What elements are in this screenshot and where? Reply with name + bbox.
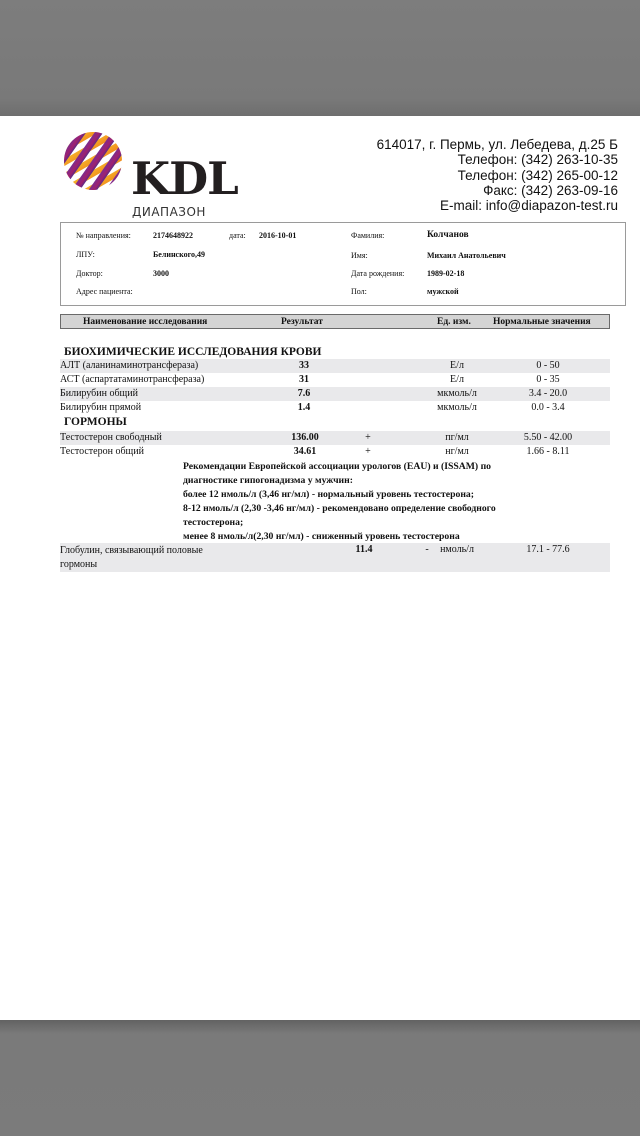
column-header-unit: Ед. изм. <box>437 317 471 327</box>
surname-label: Фамилия: <box>351 231 385 240</box>
test-norm: 1.66 - 8.11 <box>526 446 570 457</box>
test-name: АЛТ (аланинаминотрансфераза) <box>60 360 199 371</box>
test-norm: 0 - 50 <box>536 360 560 371</box>
test-unit: Е/л <box>450 374 464 385</box>
note-line: диагностике гипогонадизма у мужчин: <box>183 475 353 486</box>
doctor-label: Доктор: <box>76 269 103 278</box>
doctor-value: 3000 <box>153 269 169 278</box>
contact-address: 614017, г. Пермь, ул. Лебедева, д.25 Б <box>376 137 618 152</box>
test-flag: + <box>365 446 371 457</box>
test-unit: пг/мл <box>445 432 469 443</box>
test-flag: - <box>425 544 429 555</box>
test-result: 136.00 <box>291 432 319 443</box>
note-line: Рекомендации Европейской ассоциации урологов (EAU) и (ISSAM) по <box>183 461 491 472</box>
test-result: 33 <box>299 360 309 371</box>
contact-fax: Факс: (342) 263-09-16 <box>483 182 618 198</box>
birth-date-label: Дата рождения: <box>351 269 405 278</box>
lpu-value: Белинского,49 <box>153 250 206 259</box>
contact-email: E-mail: info@diapazon-test.ru <box>439 198 618 214</box>
test-norm: 0 - 35 <box>536 374 560 385</box>
note-line: 8-12 нмоль/л (2,30 -3,46 нг/мл) - рекомендовано определение свободного <box>183 503 496 514</box>
logo-brand-text: KDL <box>131 152 238 205</box>
name-value: Михаил Анатольевич <box>427 251 506 260</box>
test-flag: + <box>365 432 371 443</box>
test-norm: 3.4 - 20.0 <box>528 388 568 399</box>
test-norm: 17.1 - 77.6 <box>526 544 570 555</box>
column-header-name: Наименование исследования <box>83 317 208 327</box>
test-result: 7.6 <box>297 388 311 399</box>
contact-phone-1: Телефон: (342) 263-10-35 <box>457 152 618 168</box>
table-row <box>60 543 610 572</box>
referral-value: 2174648922 <box>153 231 193 240</box>
table-row <box>60 445 610 459</box>
test-unit: Е/л <box>450 360 464 371</box>
test-name: Глобулин, связывающий половые гормоны <box>60 545 203 570</box>
testosterone-recommendation-note <box>183 460 553 544</box>
column-header-result: Результат <box>281 317 323 327</box>
date-label: дата: <box>229 231 246 240</box>
test-result: 1.4 <box>297 402 311 413</box>
test-unit: нг/мл <box>445 446 469 457</box>
test-norm: 0.0 - 3.4 <box>531 402 565 413</box>
referral-label: № направления: <box>76 231 131 240</box>
results-table-header <box>60 314 610 329</box>
viewer-bottom-bar <box>0 1020 640 1136</box>
note-line: более 12 нмоль/л (3,46 нг/мл) - нормальный уровень тестостерона; <box>183 489 474 500</box>
birth-date-value: 1989-02-18 <box>427 269 465 278</box>
date-value: 2016-10-01 <box>259 231 297 240</box>
test-unit: мкмоль/л <box>437 388 477 399</box>
test-norm: 5.50 - 42.00 <box>523 432 573 443</box>
note-line: тестостерона; <box>183 517 244 528</box>
section-title-biochemistry: БИОХИМИЧЕСКИЕ ИССЛЕДОВАНИЯ КРОВИ <box>64 346 322 358</box>
contact-phone-2: Телефон: (342) 265-00-12 <box>457 167 618 183</box>
table-row <box>60 387 610 401</box>
column-header-norm: Нормальные значения <box>493 317 591 327</box>
sex-value: мужской <box>427 287 459 296</box>
patient-address-label: Адрес пациента: <box>76 287 133 296</box>
patient-info-box <box>60 222 626 306</box>
section-title-hormones: ГОРМОНЫ <box>64 416 127 428</box>
surname-value: Колчанов <box>427 230 469 240</box>
kdl-globe-logo-icon <box>62 131 124 191</box>
lpu-label: ЛПУ: <box>76 250 95 259</box>
test-unit: мкмоль/л <box>437 402 477 413</box>
test-result: 34.61 <box>293 446 317 457</box>
test-name: Тестостерон свободный <box>60 432 162 443</box>
test-result: 31 <box>299 374 309 385</box>
test-name: Тестостерон общий <box>60 446 144 457</box>
logo-subtitle: ДИАПАЗОН <box>132 205 206 219</box>
table-row <box>60 373 610 387</box>
note-line: менее 8 нмоль/л(2,30 нг/мл) - сниженный уровень тестостерона <box>183 531 460 542</box>
table-row <box>60 359 610 373</box>
contact-block <box>377 137 618 213</box>
test-name: АСТ (аспартатаминотрансфераза) <box>60 374 205 385</box>
table-row <box>60 431 610 445</box>
test-name: Билирубин прямой <box>60 402 142 413</box>
test-unit: нмоль/л <box>440 544 474 555</box>
test-name: Билирубин общий <box>60 388 138 399</box>
table-row <box>60 401 610 415</box>
name-label: Имя: <box>351 251 368 260</box>
viewer-top-bar <box>0 0 640 116</box>
sex-label: Пол: <box>351 287 367 296</box>
test-result: 11.4 <box>355 544 373 555</box>
